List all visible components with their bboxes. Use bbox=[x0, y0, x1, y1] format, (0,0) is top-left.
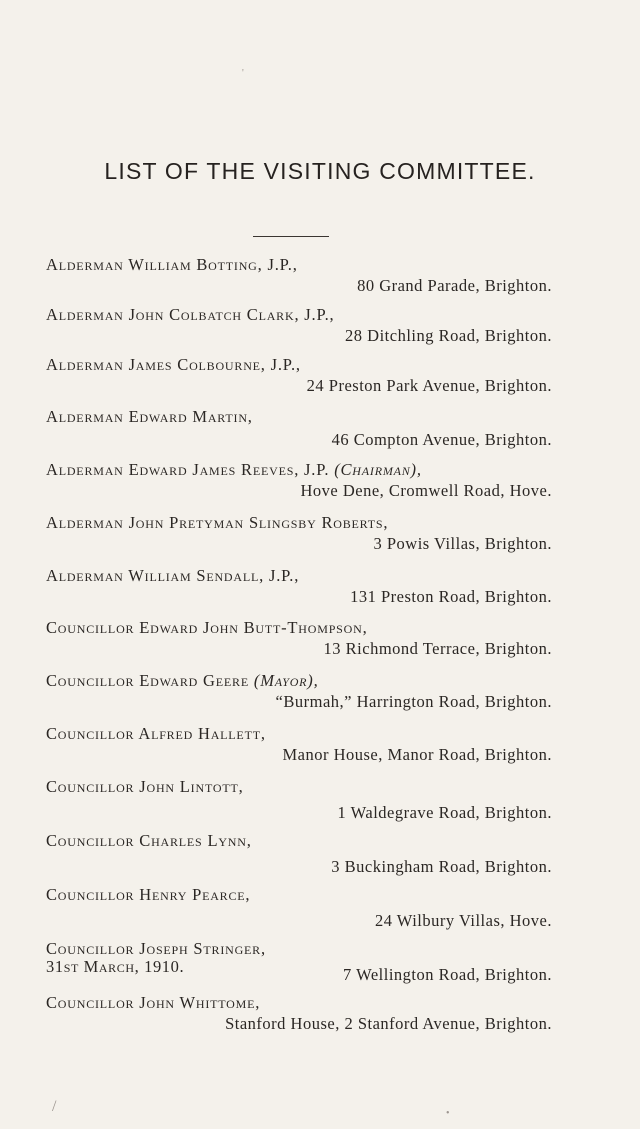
member-role-note: (Mayor), bbox=[253, 671, 319, 690]
document-date: 31st March, 1910. bbox=[46, 957, 185, 976]
member-entry bbox=[46, 777, 552, 831]
member-name bbox=[46, 460, 422, 480]
member-name: Councillor Joseph Stringer, bbox=[46, 939, 266, 958]
member-name: Councillor Charles Lynn, bbox=[46, 831, 252, 850]
member-role-note: (Chairman), bbox=[334, 460, 422, 479]
member-entry bbox=[46, 724, 552, 777]
page-title: LIST OF THE VISITING COMMITTEE. bbox=[104, 158, 536, 184]
member-name: Alderman John Pretyman Slingsby Roberts, bbox=[46, 513, 389, 532]
member-address: 3 Powis Villas, Brighton. bbox=[373, 534, 552, 553]
member-name: Councillor John Whittome, bbox=[46, 993, 261, 1012]
member-entry bbox=[46, 618, 552, 671]
member-entry bbox=[46, 255, 552, 305]
member-entry bbox=[46, 460, 552, 513]
member-address: 28 Ditchling Road, Brighton. bbox=[345, 326, 552, 345]
paper-speck: / bbox=[52, 1098, 57, 1115]
member-name-text: Councillor Edward Geere bbox=[46, 671, 249, 690]
member-entry bbox=[46, 885, 552, 939]
member-name bbox=[46, 671, 319, 691]
member-address: “Burmah,” Harrington Road, Brighton. bbox=[275, 692, 552, 711]
member-name-text: Alderman Edward James Reeves, J.P. bbox=[46, 460, 330, 479]
title-rule bbox=[253, 236, 329, 237]
member-address: 80 Grand Parade, Brighton. bbox=[357, 276, 552, 295]
committee-list bbox=[46, 255, 552, 1043]
member-name: Alderman James Colbourne, J.P., bbox=[46, 355, 301, 374]
member-address: 24 Wilbury Villas, Hove. bbox=[374, 911, 552, 930]
member-name: Alderman John Colbatch Clark, J.P., bbox=[46, 305, 335, 324]
member-address: 1 Waldegrave Road, Brighton. bbox=[337, 803, 552, 822]
member-entry bbox=[46, 671, 552, 724]
member-entry bbox=[46, 407, 552, 460]
member-name: Councillor Alfred Hallett, bbox=[46, 724, 266, 743]
member-entry bbox=[46, 305, 552, 355]
member-address: 24 Preston Park Avenue, Brighton. bbox=[306, 376, 552, 395]
member-name: Alderman Edward Martin, bbox=[46, 407, 253, 426]
member-address: 3 Buckingham Road, Brighton. bbox=[331, 857, 552, 876]
member-address: 7 Wellington Road, Brighton. bbox=[343, 965, 552, 984]
member-address: Stanford House, 2 Stanford Avenue, Brighton. bbox=[225, 1014, 552, 1033]
member-address: Manor House, Manor Road, Brighton. bbox=[282, 745, 552, 764]
member-name: Councillor John Lintott, bbox=[46, 777, 244, 796]
member-address: 13 Richmond Terrace, Brighton. bbox=[323, 639, 552, 658]
member-entry bbox=[46, 513, 552, 566]
member-address: Hove Dene, Cromwell Road, Hove. bbox=[300, 481, 552, 500]
member-name: Councillor Edward John Butt-Thompson, bbox=[46, 618, 368, 637]
member-address: 131 Preston Road, Brighton. bbox=[350, 587, 552, 606]
member-name: Councillor Henry Pearce, bbox=[46, 885, 251, 904]
member-entry bbox=[46, 993, 552, 1043]
member-entry bbox=[46, 831, 552, 885]
member-entry bbox=[46, 355, 552, 407]
member-name: Alderman William Sendall, J.P., bbox=[46, 566, 300, 585]
member-address: 46 Compton Avenue, Brighton. bbox=[331, 430, 552, 449]
member-entry bbox=[46, 566, 552, 618]
paper-speck: ' bbox=[242, 68, 244, 79]
paper-speck: • bbox=[446, 1108, 450, 1119]
member-name: Alderman William Botting, J.P., bbox=[46, 255, 298, 274]
